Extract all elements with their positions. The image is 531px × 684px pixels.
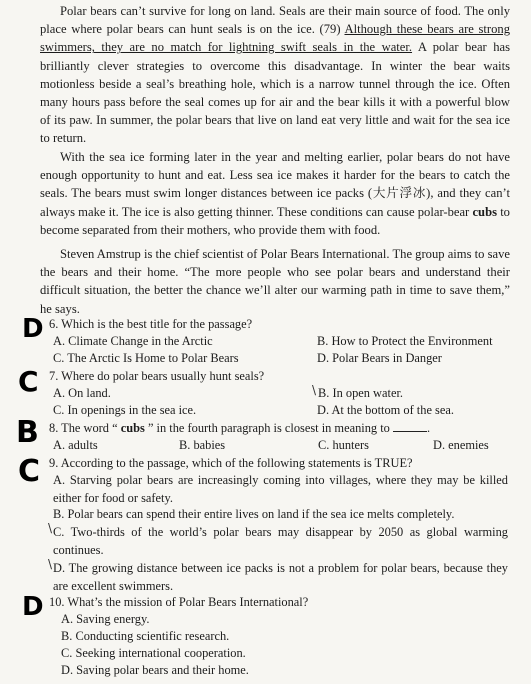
passage-paragraph-2: [40, 148, 510, 239]
cross-out-mark: \: [312, 383, 317, 397]
question-9-option-c[interactable]: C. Two-thirds of the world’s polar bears may disappear by 2050 as global warming continues.: [53, 525, 508, 557]
handwritten-answer-8: B: [16, 415, 39, 450]
question-6-number: 6.: [49, 317, 59, 331]
p1-underlined-sentence: Although these bears are strong swimmers, they are no match for lightning swift seals in the water.: [40, 22, 510, 55]
cross-out-mark: \: [48, 557, 53, 571]
question-6-option-a[interactable]: A. Climate Change in the Arctic: [53, 334, 213, 348]
p1-part-b: A polar bear has brilliantly clever strategies to overcome this disadvantage. In winter the bear waits motionless beside a seal’s breathing hole, which is a narrow tunnel through the ice. Often many hours pass before the seal comes up for air and the bear kills it with a powerful blow of its paw. In summer, the polar bears that live on land eat very little and wait for the sea ice to return.: [40, 40, 510, 146]
question-6-option-b[interactable]: B. How to Protect the Environment: [317, 334, 493, 348]
p2-part-b: to become separated from their mothers, who provide them with food.: [40, 204, 510, 237]
question-8-text-a: The word “: [61, 421, 118, 435]
handwritten-answer-6: D: [22, 314, 44, 344]
handwritten-answer-10: D: [22, 592, 44, 622]
passage-paragraph-1: [40, 2, 510, 148]
question-8-option-a[interactable]: A. adults: [53, 438, 98, 452]
question-9-number: 9.: [49, 456, 59, 470]
question-8-option-d[interactable]: D. enemies: [433, 438, 489, 452]
question-8-period: .: [426, 421, 431, 435]
p1-part-a: Polar bears can’t survive for long on land. Seals are their main source of food. The only place where polar bears can hunt seals is on the ice. (79): [40, 4, 510, 37]
question-6-text: Which is the best title for the passage?: [61, 317, 253, 331]
question-9-stem: [49, 456, 413, 471]
question-6-option-d[interactable]: D. Polar Bears in Danger: [317, 351, 442, 365]
p2-bold-word: cubs: [472, 204, 497, 219]
question-8-option-b[interactable]: B. babies: [179, 438, 226, 452]
question-7-option-d[interactable]: D. At the bottom of the sea.: [317, 403, 454, 417]
passage-paragraph-3: Steven Amstrup is the chief scientist of Polar Bears International. The group aims to save the bears and their home. “The more people who see polar bears and understand their difficult situation, the better the chance we’ll alter our warming path in time to save them,” he says.: [40, 247, 510, 316]
question-9-option-a[interactable]: A. Starving polar bears are increasingly coming into villages, where they may be killed either for food or safety.: [53, 473, 508, 505]
question-9-option-b[interactable]: B. Polar bears can spend their entire lives on land if the sea ice melts completely.: [53, 507, 455, 521]
question-8-option-c[interactable]: C. hunters: [318, 438, 369, 452]
question-8-text-b: ” in the fourth paragraph is closest in meaning to: [147, 421, 393, 435]
handwritten-answer-7: C: [18, 365, 39, 398]
question-7-option-b[interactable]: B. In open water.: [318, 386, 403, 400]
question-10-stem: [49, 595, 308, 610]
question-10-option-d[interactable]: D. Saving polar bears and their home.: [61, 663, 249, 677]
question-7-option-a[interactable]: A. On land.: [53, 386, 111, 400]
question-7-stem: [49, 369, 264, 384]
question-10-number: 10.: [49, 595, 65, 609]
question-9-text: According to the passage, which of the following statements is TRUE?: [60, 456, 413, 470]
cross-out-mark: \: [48, 521, 53, 535]
question-7-option-c[interactable]: C. In openings in the sea ice.: [53, 403, 197, 417]
handwritten-answer-9: C: [18, 454, 41, 489]
question-10-text: What’s the mission of Polar Bears International?: [67, 595, 309, 609]
question-10-option-b[interactable]: B. Conducting scientific research.: [61, 629, 230, 643]
p2-part-a: With the sea ice forming later in the year and melting earlier, polar bears do not have enough opportunity to hunt and eat. Less sea ice makes it harder for the bears to catch the seals. The bears must swim longer distances between ice packs (大片浮冰), and they can’t always make it. The ice is also getting thinner. These conditions can cause polar-bear: [40, 150, 510, 219]
question-7-text: Where do polar bears usually hunt seals?: [61, 369, 265, 383]
question-8-bold-word: cubs: [120, 421, 145, 435]
question-6-stem: [49, 317, 252, 332]
question-6-option-c[interactable]: C. The Arctic Is Home to Polar Bears: [53, 351, 239, 365]
question-8-stem: [49, 421, 430, 436]
question-10-option-c[interactable]: C. Seeking international cooperation.: [61, 646, 246, 660]
question-9-option-d[interactable]: D. The growing distance between ice packs is not a problem for polar bears, because they are excellent swimmers.: [53, 561, 508, 593]
question-7-number: 7.: [49, 369, 59, 383]
question-10-option-a[interactable]: A. Saving energy.: [61, 612, 150, 626]
question-8-number: 8.: [49, 421, 59, 435]
question-8-blank: [393, 421, 427, 432]
